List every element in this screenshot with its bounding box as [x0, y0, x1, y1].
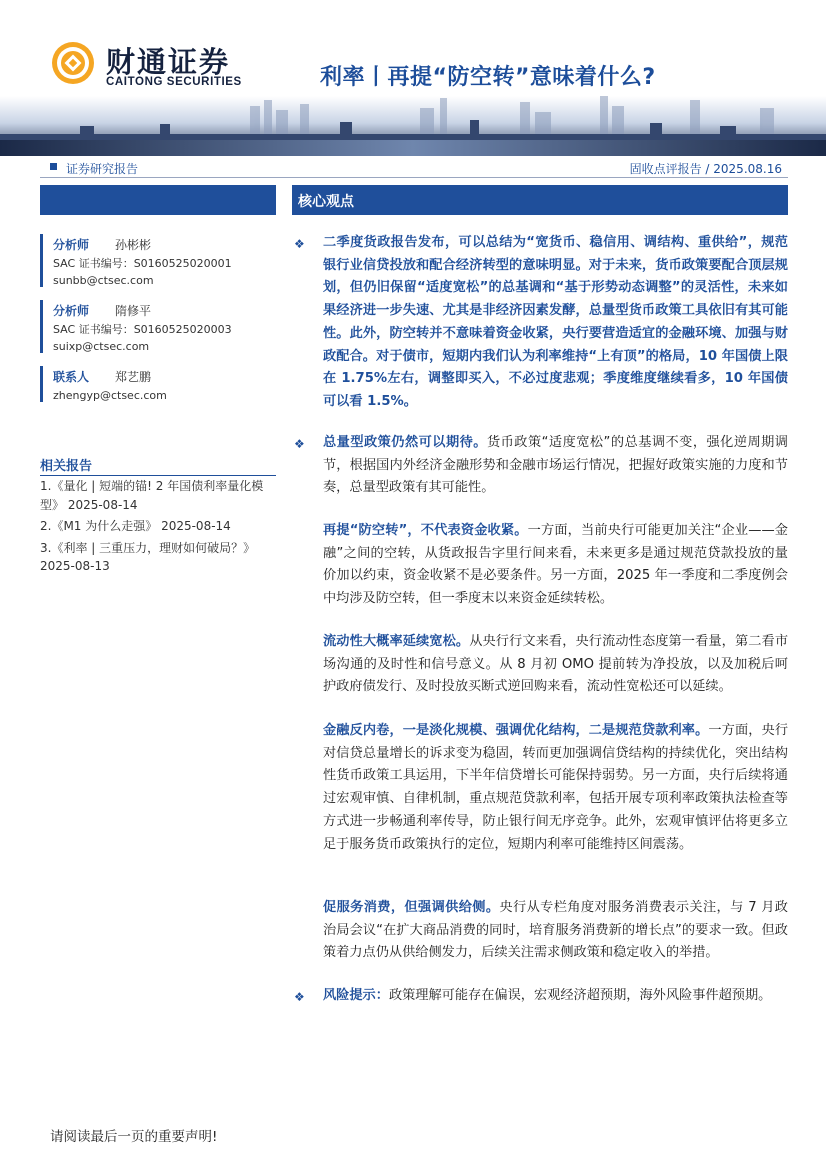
related-reports-title: 相关报告: [40, 459, 93, 474]
analyst-email: sunbb@ctsec.com: [53, 274, 154, 287]
section-heading: 总量型政策仍然可以期待。: [323, 435, 487, 450]
subheader-bar: [40, 160, 788, 178]
left-column-header-bar: [40, 185, 276, 215]
risk-body: 政策理解可能存在偏误，宏观经济超预期，海外风险事件超预期。: [388, 988, 772, 1003]
square-marker-icon: [50, 163, 57, 170]
related-reports-divider: [40, 475, 276, 476]
analyst-sac-number: SAC 证书编号：S0160525020001: [53, 257, 232, 270]
section-body: 货币政策“适度宽松”的总基调不变，强化逆周期调节，根据国内外经济金融形势和金融市场运行情况，把握好政策实施的力度和节奏，总量型政策有其可能性。: [323, 435, 788, 496]
diamond-bullet-icon: ❖: [294, 437, 305, 451]
analyst-role: 分析师: [53, 238, 90, 252]
section-body: 一方面，央行对信贷总量增长的诉求变为稳固，转而更加强调信贷结构的持续优化，突出结构性货币政策工具运用，下半年信贷增长可能保持弱势。另一方面，央行后续将通过宏观审慎、自律机制，重点规范贷款利率，包括开展专项利率政策执法检查等方式进一步畅通利率传导，防止银行间无序竞争。此外，宏观审慎评估将更多立足于服务货币政策执行的定位，短期内利率可能维持区间震荡。: [323, 723, 789, 852]
analyst-sac-number: SAC 证书编号：S0160525020003: [53, 323, 232, 336]
logo-chinese-name: 财通证券: [106, 45, 231, 79]
report-type: 证券研究报告: [66, 162, 139, 176]
disclaimer-note: 请阅读最后一页的重要声明!: [50, 1129, 218, 1145]
city-skyline-banner: [0, 96, 826, 156]
contact-card: [40, 366, 276, 402]
caitong-logo-icon: [50, 40, 96, 86]
page-header: [0, 0, 826, 156]
summary-paragraph: 二季度货政报告发布，可以总结为“宽货币、稳信用、调结构、重供给”，规范银行业信贷投放和配合经济转型的意味明显。对于未来，货币政策要配合顶层规划，但仍旧保留“适度宽松”的总基调和“基于形势动态调整”的灵活性，未来如果经济进一步失速、尤其是非经济因素发酵，总量型货币政策工具依旧有其可能性。此外，防空转并不意味着资金收紧，央行要营造适宜的金融环境、加强与财政配合。对于债市，短期内我们认为利率维持“上有顶”的格局，10 年国债上限在 1.75%左右，调整即买入，不必过度悲观；季度维度继续看多，10 年国债可以看 1.5%。: [323, 235, 788, 409]
logo-english-name: CAITONG SECURITIES: [106, 76, 242, 88]
section-anti-idling: [323, 520, 788, 611]
risk-warning: [323, 985, 788, 1008]
related-reports-list: [40, 477, 280, 579]
contact-name: 郑艺鹏: [115, 370, 152, 384]
diamond-bullet-icon: ❖: [294, 237, 305, 251]
analyst-name: 孙彬彬: [115, 238, 152, 252]
analyst-card: [40, 234, 276, 287]
report-title: 利率丨再提“防空转”意味着什么?: [320, 65, 656, 90]
related-report-link[interactable]: 3.《利率 | 三重压力，理财如何破局？》 2025-08-13: [40, 540, 256, 573]
section-heading: 金融反内卷，一是淡化规模、强调优化结构，二是规范贷款利率。: [323, 723, 709, 738]
section-heading: 再提“防空转”，不代表资金收紧。: [323, 523, 528, 538]
contact-email: zhengyp@ctsec.com: [53, 389, 167, 402]
analyst-role: 分析师: [53, 304, 90, 318]
section-body: 央行从专栏角度对服务消费表示关注，与 7 月政治局会议“在扩大商品消费的同时，培育服务消费新的增长点”的要求一致。但政策着力点仍从供给侧发力，后续关注需求侧政策和稳定收入的举措。: [323, 900, 788, 961]
related-report-link[interactable]: 2.《M1 为什么走强》 2025-08-14: [40, 519, 231, 533]
core-views-title: 核心观点: [298, 194, 354, 210]
report-category-date: 固收点评报告 / 2025.08.16: [629, 162, 782, 176]
related-report-link[interactable]: 1.《量化 | 短端的锚! 2 年国债利率量化模型》 2025-08-14: [40, 479, 264, 512]
contact-role: 联系人: [53, 370, 90, 384]
analyst-email: suixp@ctsec.com: [53, 340, 150, 353]
section-heading: 流动性大概率延续宽松。: [323, 634, 470, 649]
analyst-name: 隋修平: [115, 304, 152, 318]
section-body: 一方面，当前央行可能更加关注“企业——金融”之间的空转，从货政报告字里行间来看，未来更多是通过规范贷款投放的量价加以约束，资金收紧不是必要条件。另一方面，2025 年一季度和二季度例会中均涉及防空转，但一季度末以来资金延续转松。: [323, 523, 788, 607]
risk-heading: 风险提示：: [323, 988, 389, 1003]
section-heading: 促服务消费，但强调供给侧。: [323, 900, 500, 915]
section-total-policy: [323, 432, 788, 500]
diamond-bullet-icon: ❖: [294, 990, 305, 1004]
section-liquidity: [323, 631, 788, 699]
section-service-consumption: [323, 897, 788, 965]
section-body: 从央行行文来看，央行流动性态度第一看量，第二看市场沟通的及时性和信号意义。从 8 月初 OMO 提前转为净投放，以及加税后呵护政府债发行、及时投放买断式逆回购来看，流动性宽松还可以延续。: [323, 634, 789, 695]
section-financial-anti-involution: [323, 720, 788, 856]
analyst-card: [40, 300, 276, 353]
core-views-header: [292, 185, 788, 215]
